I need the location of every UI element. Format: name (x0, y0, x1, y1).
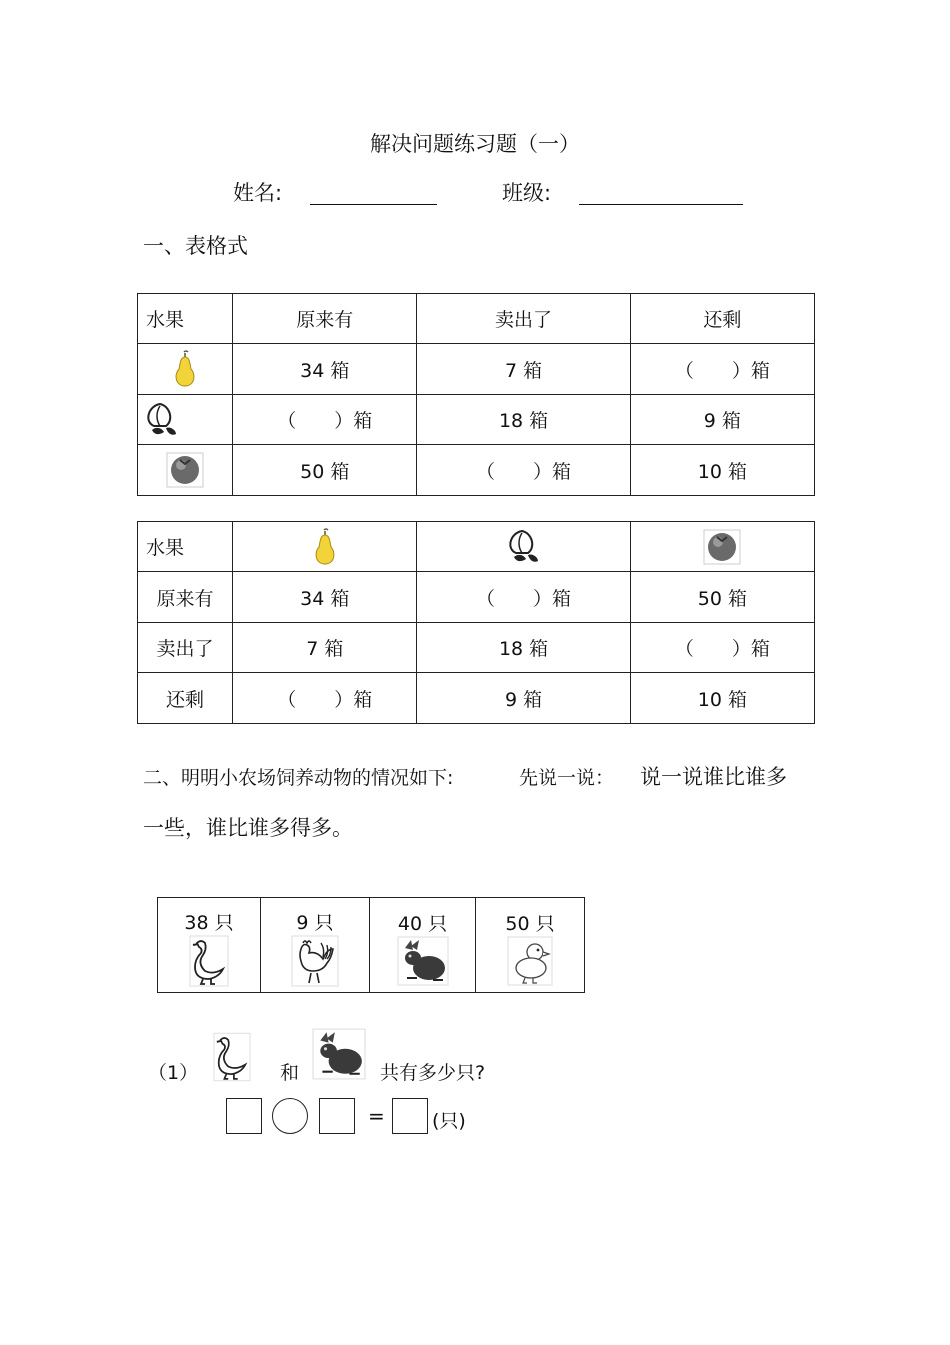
apple-icon (630, 522, 814, 572)
cell: 10 箱 (630, 673, 814, 724)
animal-count: 9 只 (296, 911, 334, 934)
header-fruit: 水果 (138, 294, 233, 344)
header-original: 原来有 (233, 294, 417, 344)
table-header-row (138, 294, 815, 344)
animal-count: 38 只 (184, 911, 234, 934)
cell: 9 箱 (417, 673, 630, 724)
section-2-prompt: 先说一说： (519, 767, 615, 789)
row-label-original: 原来有 (138, 572, 233, 623)
class-field[interactable] (579, 204, 743, 205)
cell: 9 箱 (630, 395, 814, 445)
animal-cell-rabbit (370, 898, 476, 993)
blank-cell[interactable]: （ ）箱 (233, 395, 417, 445)
section-2-instruction: 说一说谁比谁多 (640, 765, 787, 789)
question-number: （1） (148, 1062, 199, 1084)
rabbit-icon (397, 936, 449, 986)
table-row (138, 445, 815, 496)
fruit-table-2 (137, 521, 815, 724)
animal-table (157, 897, 585, 993)
section-1-heading: 一、表格式 (143, 234, 248, 258)
table-row (138, 623, 815, 673)
section-2-heading: 二、明明小农场饲养动物的情况如下: (143, 767, 454, 789)
peach-icon (138, 395, 233, 445)
cell: 34 箱 (233, 572, 417, 623)
unit-label: (只) (432, 1110, 466, 1132)
cell: 50 箱 (233, 445, 417, 496)
animal-count: 40 只 (397, 912, 448, 935)
table-row (138, 344, 815, 395)
answer-box-result[interactable] (392, 1098, 428, 1134)
answer-box-1[interactable] (226, 1098, 262, 1134)
animal-row (158, 898, 585, 993)
table-row (138, 673, 815, 724)
row-label-remaining: 还剩 (138, 673, 233, 724)
header-fruit: 水果 (138, 522, 233, 572)
question-text: 共有多少只? (380, 1062, 486, 1084)
rabbit-icon (312, 1028, 366, 1080)
animal-cell-goose (158, 898, 261, 993)
apple-icon (138, 445, 233, 496)
table-header-row (138, 522, 815, 572)
cell: 18 箱 (417, 395, 630, 445)
cell: 18 箱 (417, 623, 630, 673)
rooster-icon (291, 935, 339, 987)
operator-circle[interactable] (272, 1098, 308, 1134)
name-label: 姓名: (233, 181, 283, 205)
header-remaining: 还剩 (630, 294, 814, 344)
name-field[interactable] (310, 204, 437, 205)
cell: 50 箱 (630, 572, 814, 623)
pear-icon (138, 344, 233, 395)
and-word: 和 (280, 1062, 300, 1084)
cell: 10 箱 (630, 445, 814, 496)
animal-cell-chick (476, 898, 585, 993)
equals-sign: = (368, 1104, 385, 1128)
answer-box-2[interactable] (319, 1098, 355, 1134)
table-row (138, 395, 815, 445)
animal-cell-rooster (261, 898, 370, 993)
animal-count: 50 只 (505, 912, 555, 935)
goose-icon (213, 1030, 251, 1084)
chick-icon (507, 936, 553, 986)
blank-cell[interactable]: （ ）箱 (417, 572, 630, 623)
cell: 34 箱 (233, 344, 417, 395)
peach-icon (417, 522, 630, 572)
blank-cell[interactable]: （ ）箱 (233, 673, 417, 724)
cell: 7 箱 (233, 623, 417, 673)
table-row (138, 572, 815, 623)
cell: 7 箱 (417, 344, 630, 395)
blank-cell[interactable]: （ ）箱 (417, 445, 630, 496)
row-label-sold: 卖出了 (138, 623, 233, 673)
page-title: 解决问题练习题（一） (370, 132, 580, 156)
section-2-instruction-cont: 一些，谁比谁多得多。 (143, 816, 353, 840)
blank-cell[interactable]: （ ）箱 (630, 344, 814, 395)
header-sold: 卖出了 (417, 294, 630, 344)
goose-icon (189, 935, 229, 987)
class-label: 班级: (502, 181, 552, 205)
blank-cell[interactable]: （ ）箱 (630, 623, 814, 673)
fruit-table-1 (137, 293, 815, 496)
pear-icon (233, 522, 417, 572)
